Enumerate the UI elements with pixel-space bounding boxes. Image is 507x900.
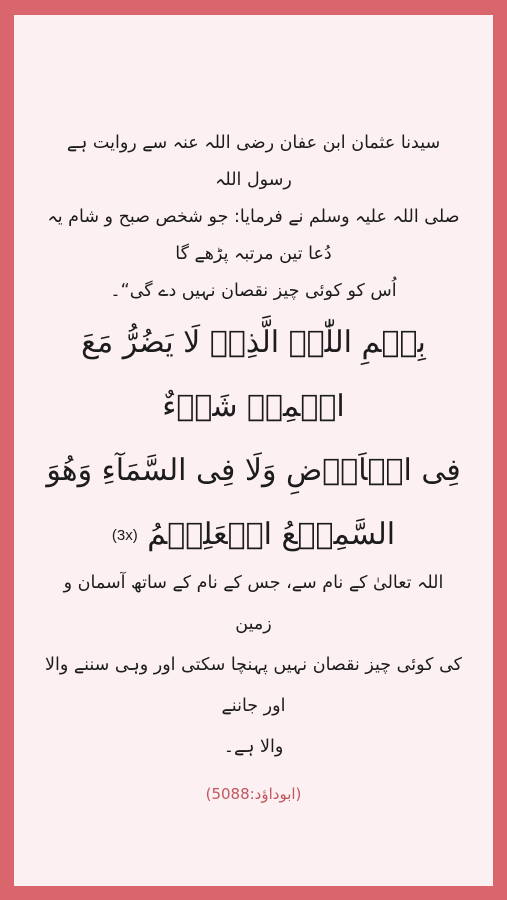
hadith-introduction <box>44 125 463 310</box>
intro-line: صلی اللہ علیہ وسلم نے فرمایا: جو شخص صبح و شام یہ دُعا تین مرتبہ پڑھے گا <box>47 207 460 264</box>
hadith-reference: (ابوداؤد:5088) <box>205 785 302 803</box>
urdu-translation <box>44 563 463 768</box>
dua-line-text: السَّمِیۡعُ الۡعَلِیۡمُ <box>147 517 396 552</box>
dua-line: بِسۡمِ اللّٰہِ الَّذِیۡ لَا یَضُرُّ مَعَ اسۡمِہٖ شَیۡءٌ <box>81 325 426 424</box>
dua-card <box>14 15 493 886</box>
arabic-dua <box>30 311 477 568</box>
dua-line: فِی الۡاَرۡضِ وَلَا فِی السَّمَآءِ وَھُوَ <box>46 453 461 488</box>
intro-line: اُس کو کوئی چیز نقصان نہیں دے گی“۔ <box>110 281 397 301</box>
dua-line <box>30 503 477 568</box>
translation-line: کی کوئی چیز نقصان نہیں پہنچا سکتی اور وہی سننے والا اور جاننے <box>45 655 462 716</box>
translation-line: والا ہے۔ <box>223 737 284 757</box>
translation-line: اللہ تعالیٰ کے نام سے، جس کے نام کے ساتھ آسمان و زمین <box>63 573 444 634</box>
repeat-count: (3x) <box>111 527 138 544</box>
intro-line: سیدنا عثمان ابن عفان رضی اللہ عنہ سے روایت ہے رسول اللہ <box>66 133 441 190</box>
